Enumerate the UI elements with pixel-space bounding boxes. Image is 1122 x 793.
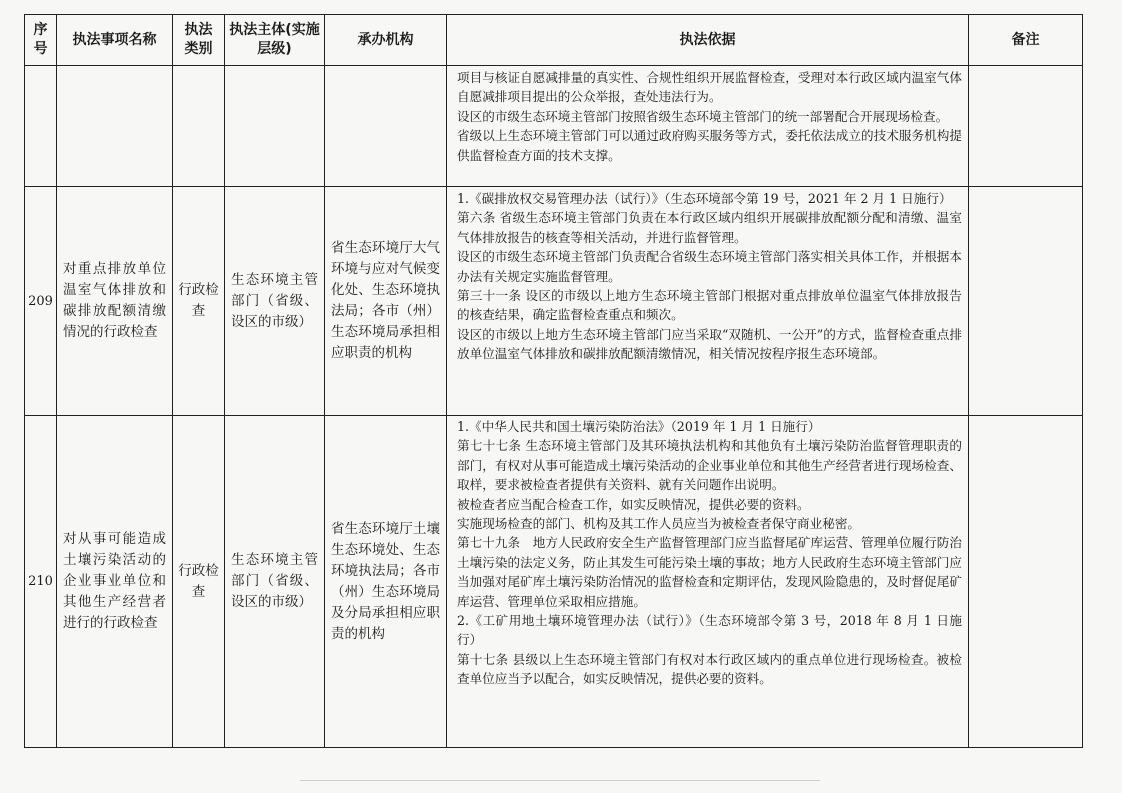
cell-basis bbox=[447, 66, 969, 187]
cell-item-name: 对从事可能造成土壤污染活动的企业事业单位和其他生产经营者进行的行政检查 bbox=[57, 416, 173, 748]
basis-paragraph: 实施现场检查的部门、机构及其工作人员应当为被检查者保守商业秘密。 bbox=[457, 516, 860, 532]
cell-note bbox=[969, 416, 1083, 748]
cell-type bbox=[173, 66, 225, 187]
cell-subject bbox=[225, 66, 325, 187]
basis-paragraph: 设区的市级生态环境主管部门负责配合省级生态环境主管部门落实相关具体工作，并根据本办法有关规定实施监督管理。 bbox=[457, 249, 962, 284]
cell-subject: 生态环境主管部门（省级、设区的市级） bbox=[225, 187, 325, 416]
table-row bbox=[25, 187, 1083, 416]
cell-basis bbox=[447, 416, 969, 748]
cell-type: 行政检查 bbox=[173, 416, 225, 748]
basis-paragraph: 1.《碳排放权交易管理办法（试行）》（生态环境部令第 19 号，2021 年 2 月 1 日施行） bbox=[457, 191, 952, 206]
basis-paragraph: 第七十九条 地方人民政府安全生产监督管理部门应当监督尾矿库运营、管理单位履行防治土壤污染的法定义务，防止其发生可能污染土壤的事故；地方人民政府生态环境主管部门应当加强对尾矿库土壤污染防治情况的监督检查和定期评估，发现风险隐患的，及时督促尾矿库运营、管理单位采取相应措施。 bbox=[457, 535, 962, 609]
table-row bbox=[25, 416, 1083, 748]
basis-paragraph: 设区的市级生态环境主管部门按照省级生态环境主管部门的统一部署配合开展现场检查。 bbox=[457, 108, 949, 124]
header-item-name: 执法事项名称 bbox=[57, 15, 173, 66]
basis-paragraph: 第三十一条 设区的市级以上地方生态环境主管部门根据对重点排放单位温室气体排放报告的核查结果，确定监督检查重点和频次。 bbox=[457, 288, 962, 323]
basis-paragraph: 第十七条 县级以上生态环境主管部门有权对本行政区域内的重点单位进行现场检查。被检查单位应当予以配合，如实反映情况，提供必要的资料。 bbox=[457, 651, 962, 687]
cell-subject: 生态环境主管部门（省级、设区的市级） bbox=[225, 416, 325, 748]
cell-item-name: 对重点排放单位温室气体排放和碳排放配额清缴情况的行政检查 bbox=[57, 187, 173, 416]
cell-seq: 209 bbox=[25, 187, 57, 416]
cell-type: 行政检查 bbox=[173, 187, 225, 416]
header-note: 备注 bbox=[969, 15, 1083, 66]
basis-paragraph: 1.《中华人民共和国土壤污染防治法》（2019 年 1 月 1 日施行） bbox=[457, 419, 821, 434]
document-page bbox=[24, 14, 1082, 748]
basis-paragraph: 项目与核证自愿减排量的真实性、合规性组织开展监督检查，受理对本行政区域内温室气体自愿减排项目提出的公众举报，查处违法行为。 bbox=[457, 70, 962, 105]
basis-paragraph: 2.《工矿用地土壤环境管理办法（试行）》（生态环境部令第 3 号，2018 年 8 月 1 日施行） bbox=[457, 613, 962, 648]
cell-org: 省生态环境厅大气环境与应对气候变化处、生态环境执法局；各市（州）生态环境局承担相应职责的机构 bbox=[325, 187, 447, 416]
header-basis: 执法依据 bbox=[447, 15, 969, 66]
header-seq: 序号 bbox=[25, 15, 57, 66]
header-type: 执法类别 bbox=[173, 15, 225, 66]
basis-paragraph: 省级以上生态环境主管部门可以通过政府购买服务等方式，委托依法成立的技术服务机构提供监督检查方面的技术支撑。 bbox=[457, 128, 962, 163]
cell-seq: 210 bbox=[25, 416, 57, 748]
cell-org bbox=[325, 66, 447, 187]
cell-org: 省生态环境厅土壤生态环境处、生态环境执法局；各市（州）生态环境局及分局承担相应职责的机构 bbox=[325, 416, 447, 748]
header-org: 承办机构 bbox=[325, 15, 447, 66]
enforcement-table bbox=[24, 14, 1083, 748]
page-bottom-rule bbox=[300, 780, 820, 781]
basis-paragraph: 被检查者应当配合检查工作，如实反映情况，提供必要的资料。 bbox=[457, 496, 810, 512]
cell-item-name bbox=[57, 66, 173, 187]
cell-seq bbox=[25, 66, 57, 187]
cell-note bbox=[969, 187, 1083, 416]
header-subject: 执法主体(实施层级) bbox=[225, 15, 325, 66]
basis-paragraph: 设区的市级以上地方生态环境主管部门应当采取“双随机、一公开”的方式，监督检查重点排放单位温室气体排放和碳排放配额清缴情况，相关情况按程序报生态环境部。 bbox=[457, 326, 962, 362]
table-row bbox=[25, 66, 1083, 187]
cell-note bbox=[969, 66, 1083, 187]
basis-paragraph: 第六条 省级生态环境主管部门负责在本行政区域内组织开展碳排放配额分配和清缴、温室气体排放报告的核查等相关活动，并进行监督管理。 bbox=[457, 210, 962, 245]
cell-basis bbox=[447, 187, 969, 416]
table-header-row bbox=[25, 15, 1083, 66]
basis-paragraph: 第七十七条 生态环境主管部门及其环境执法机构和其他负有土壤污染防治监督管理职责的部门，有权对从事可能造成土壤污染活动的企业事业单位和其他生产经营者进行现场检查、取样，要求被检查者提供有关资料、就有关问题作出说明。 bbox=[457, 438, 962, 493]
